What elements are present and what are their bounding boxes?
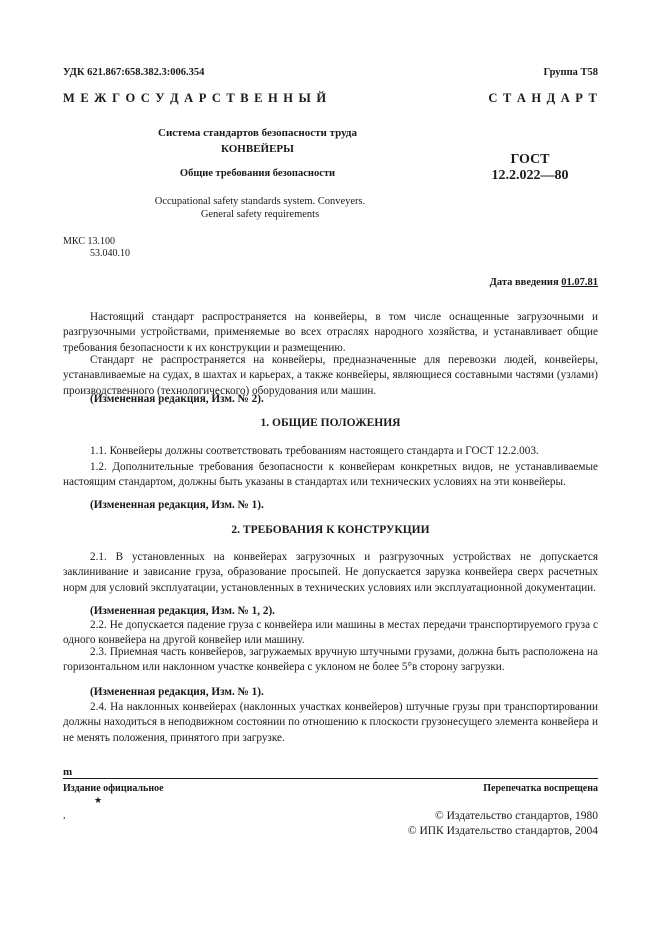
reprint-prohibited: Перепечатка воспрещена <box>483 783 598 794</box>
intro-date <box>490 277 598 288</box>
clause-2-1: 2.1. В установленных на конвейерах загрузочных и разгрузочных устройствах не допускается заклинивание и зависание груза, образование просыпей. Не допускается зарузка конвейера сверх расчетных норм для условий эксплуатации, установленных в технических условиях или эксплуатационной документации. <box>63 551 598 594</box>
footer-comma: , <box>63 810 66 821</box>
clause-2-1-amendment-note: (Измененная редакция, Изм. № 1, 2). <box>90 605 275 617</box>
clause-2-2: 2.2. Не допускается падение груза с конвейера или машины в местах передачи транспортируемого груза с одного конвейера на другой конвейер или машину. <box>63 619 598 647</box>
official-edition: Издание официальное <box>63 783 164 794</box>
clause-2-4: 2.4. На наклонных конвейерах (наклонных участках конвейеров) штучные грузы при транспортировании должны находиться в неподвижном состоянии по отношению к плоскости грузонесущего элемента конвейера и не менять положения, принятого при загрузке. <box>63 701 598 744</box>
copyright-1980: © Издательство стандартов, 1980 <box>434 810 598 822</box>
clause-2-3: 2.3. Приемная часть конвейеров, загружаемых вручную штучными грузами, должна быть расположена на горизонтальном или наклонном участке конвейера с уклоном не более 5°в сторону загрузки. <box>63 646 598 674</box>
title-system: Система стандартов безопасности труда <box>158 127 357 139</box>
title-english-1: Occupational safety standards system. Conveyers. <box>154 196 366 207</box>
intro-paragraph-1: Настоящий стандарт распространяется на конвейеры, в том числе оснащенные загрузочными и разгрузочными устройствами, применяемые во всех отраслях народного хозяйства, и устанавливает общие требования безопасности к их конструкции и размещению. <box>63 311 598 354</box>
clause-1-1: 1.1. Конвейеры должны соответствовать требованиям настоящего стандарта и ГОСТ 12.2.003. <box>90 445 539 457</box>
mks-code-2: 53.040.10 <box>90 248 130 259</box>
section-1-heading: 1. ОБЩИЕ ПОЛОЖЕНИЯ <box>260 417 401 429</box>
group-code: Группа Т58 <box>543 67 598 78</box>
title-requirements: Общие требования безопасности <box>179 168 336 179</box>
gost-label: ГОСТ <box>510 152 550 167</box>
intro-date-value: 01.07.81 <box>561 277 598 288</box>
footer-rule <box>63 778 598 779</box>
banner-interstate: М Е Ж Г О С У Д А Р С Т В Е Н Н Ы Й <box>63 91 328 105</box>
copyright-2004: © ИПК Издательство стандартов, 2004 <box>407 825 598 837</box>
footer-mark: m <box>63 766 73 778</box>
section-1-amendment-note: (Измененная редакция, Изм. № 1). <box>90 499 264 511</box>
mks-code-1: МКС 13.100 <box>63 236 115 247</box>
clause-2-3-amendment-note: (Измененная редакция, Изм. № 1). <box>90 686 264 698</box>
clause-1-2: 1.2. Дополнительные требования безопасности к конвейерам конкретных видов, не устанавливаемые настоящим стандартом, должны быть указаны в стандартах или технических условиях на эти конвейеры. <box>63 461 598 489</box>
title-english-2: General safety requirements <box>200 209 320 220</box>
banner-standard: С Т А Н Д А Р Т <box>488 91 598 105</box>
section-2-heading: 2. ТРЕБОВАНИЯ К КОНСТРУКЦИИ <box>231 524 430 536</box>
intro-date-label: Дата введения <box>489 277 559 288</box>
gost-number: 12.2.022—80 <box>491 168 569 183</box>
intro-amendment-note: (Измененная редакция, Изм. № 2). <box>90 393 264 405</box>
star-icon: ★ <box>94 795 103 805</box>
intro-paragraph-2: Стандарт не распространяется на конвейеры, предназначенные для перевозки людей, конвейеры, устанавливаемые на судах, в шахтах и карьерах, а также конвейеры, являющиеся составными частями (узлами) производственного (технологического) оборудования или машин. <box>63 354 598 397</box>
udk-code: УДК 621.867:658.382.3:006.354 <box>63 67 205 78</box>
title-conveyers: КОНВЕЙЕРЫ <box>221 143 294 155</box>
